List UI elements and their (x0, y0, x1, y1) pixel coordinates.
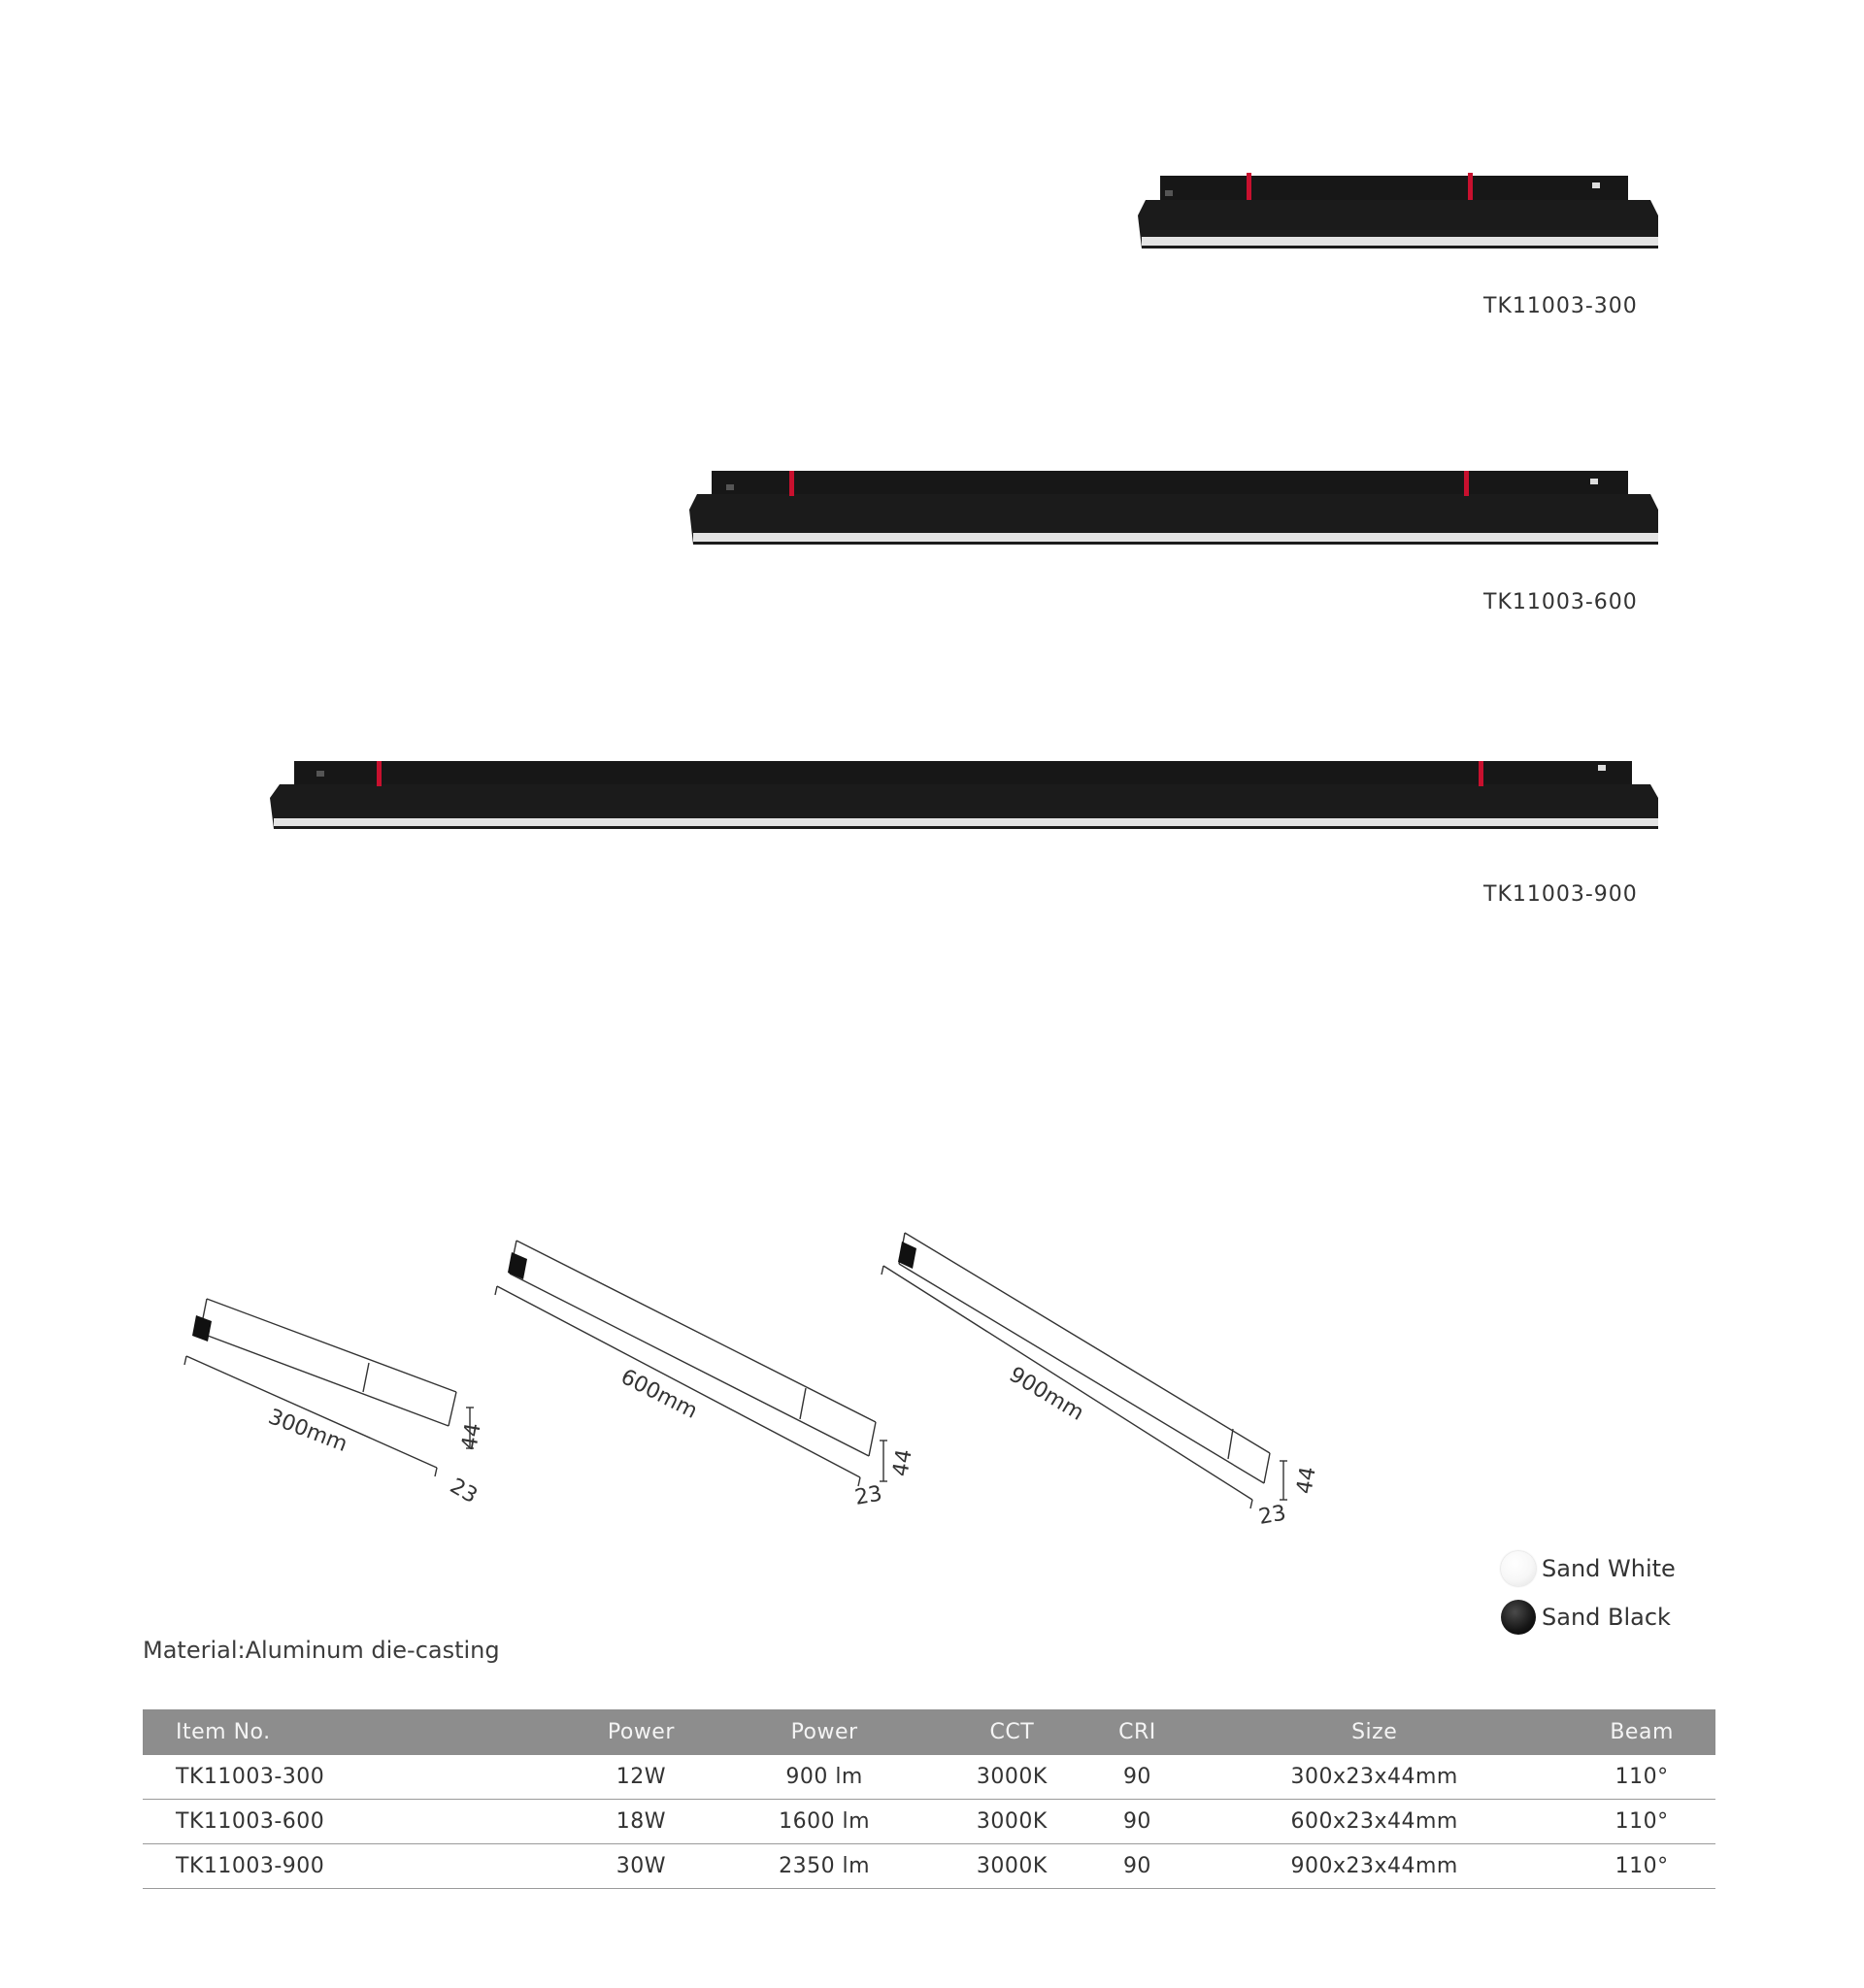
col-cct: CCT (930, 1709, 1094, 1755)
finish-sand-black (1501, 1600, 1671, 1635)
table-header-row (143, 1709, 1715, 1755)
cell-item-no: TK11003-900 (143, 1844, 564, 1889)
cell-item-no: TK11003-300 (143, 1755, 564, 1800)
dim-length-600: 600mm (616, 1365, 702, 1424)
cell-size: 300x23x44mm (1181, 1755, 1568, 1800)
dim-width-900: 23 (1256, 1501, 1288, 1530)
cell-size: 600x23x44mm (1181, 1800, 1568, 1844)
dim-height-900: 44 (1292, 1465, 1321, 1497)
product-image-900 (268, 747, 1670, 837)
cell-power-watts: 30W (564, 1844, 719, 1889)
cell-power-watts: 12W (564, 1755, 719, 1800)
cell-beam: 110° (1568, 1755, 1715, 1800)
col-beam: Beam (1568, 1709, 1715, 1755)
finish-label: Sand Black (1542, 1604, 1671, 1631)
drawing-600 (495, 1241, 887, 1486)
dim-length-300: 300mm (264, 1405, 351, 1458)
cell-size: 900x23x44mm (1181, 1844, 1568, 1889)
col-size: Size (1181, 1709, 1568, 1755)
cell-cct: 3000K (930, 1755, 1094, 1800)
sand-white-swatch (1501, 1551, 1536, 1586)
table-row (143, 1800, 1715, 1844)
finish-label: Sand White (1542, 1555, 1676, 1582)
finish-sand-white (1501, 1551, 1676, 1586)
col-power-watts: Power (564, 1709, 719, 1755)
dim-height-600: 44 (888, 1447, 917, 1479)
product-caption-600: TK11003-600 (1483, 590, 1638, 614)
cell-cct: 3000K (930, 1844, 1094, 1889)
cell-beam: 110° (1568, 1844, 1715, 1889)
dim-width-600: 23 (852, 1481, 884, 1510)
cell-beam: 110° (1568, 1800, 1715, 1844)
product-caption-300: TK11003-300 (1483, 294, 1638, 318)
drawing-900 (882, 1233, 1287, 1508)
product-caption-900: TK11003-900 (1483, 882, 1638, 907)
product-image-600 (687, 463, 1670, 552)
spec-table (143, 1709, 1715, 1889)
cell-cri: 90 (1094, 1755, 1181, 1800)
dim-length-900: 900mm (1004, 1362, 1088, 1426)
col-power-lumens: Power (718, 1709, 930, 1755)
cell-power-lumens: 900 lm (718, 1755, 930, 1800)
dim-height-300: 44 (457, 1421, 486, 1453)
cell-cri: 90 (1094, 1800, 1181, 1844)
table-row (143, 1844, 1715, 1889)
cell-cct: 3000K (930, 1800, 1094, 1844)
dim-width-300: 23 (446, 1474, 482, 1509)
cell-power-lumens: 1600 lm (718, 1800, 930, 1844)
cell-cri: 90 (1094, 1844, 1181, 1889)
product-image-300 (1136, 165, 1670, 262)
col-item-no: Item No. (143, 1709, 564, 1755)
dimension-drawings (0, 1204, 1864, 1534)
cell-power-watts: 18W (564, 1800, 719, 1844)
cell-power-lumens: 2350 lm (718, 1844, 930, 1889)
col-cri: CRI (1094, 1709, 1181, 1755)
table-row (143, 1755, 1715, 1800)
sand-black-swatch (1501, 1600, 1536, 1635)
cell-item-no: TK11003-600 (143, 1800, 564, 1844)
material-note: Material:Aluminum die-casting (143, 1637, 500, 1664)
